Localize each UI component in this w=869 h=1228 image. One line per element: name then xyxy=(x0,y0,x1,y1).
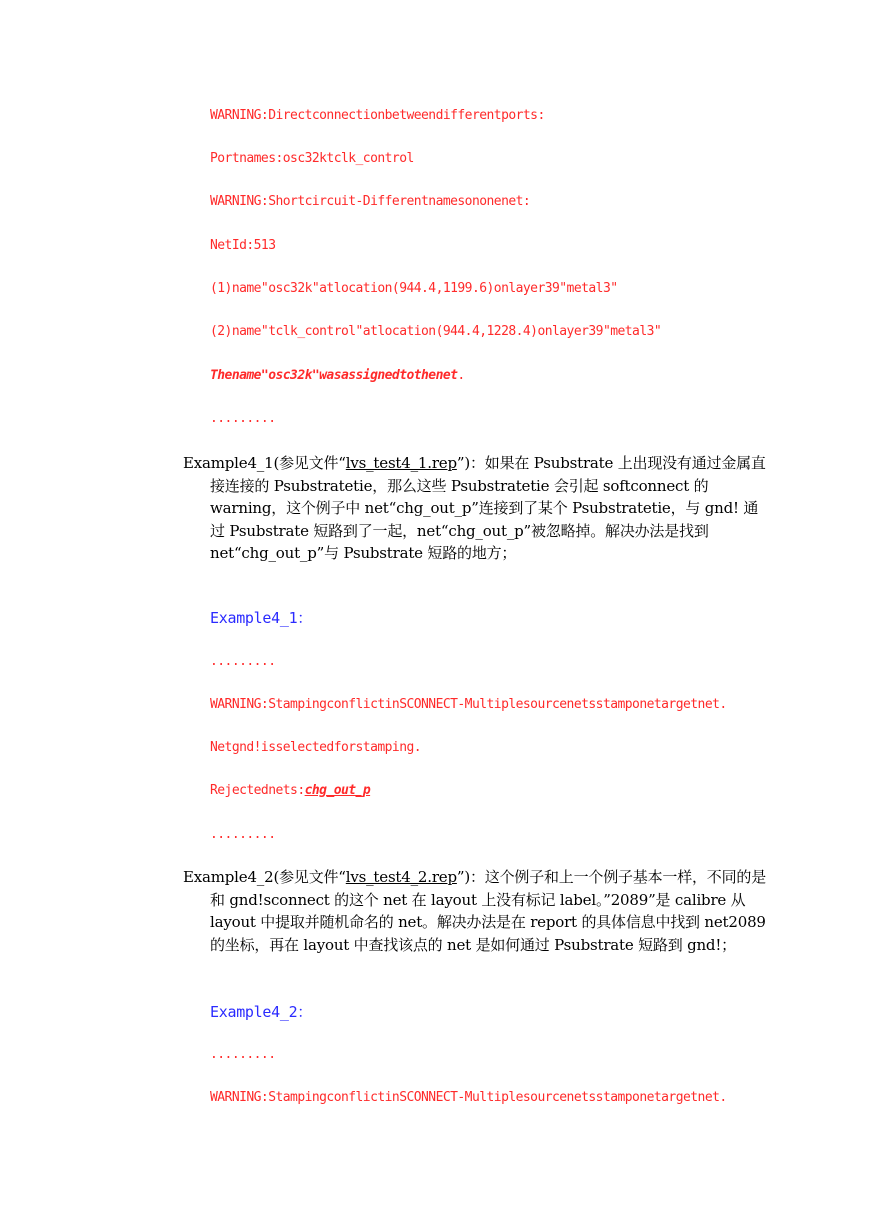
example4-1-ellipsis-top: ......... xyxy=(210,654,276,669)
example4-2-label: Example4_2： xyxy=(210,1003,313,1021)
example4-2-warning-stamping: WARNING:StampingconflictinSCONNECT-Multiplesourcenetsstamponetargetnet. xyxy=(210,1090,727,1105)
example4-1-file-link[interactable]: lvs_test4_1.rep xyxy=(345,454,457,472)
example4-2-body: ”)：这个例子和上一个例子基本一样，不同的是和 gnd!sconnect 的这个 net 在 layout 上没有标记 label。”2089”是 calibre 从 layout 中提取并随机命名的 net。解决办法是在 report 的具体信息中找到 net2089 的坐标，再在 layout 中查找该点的 net 是如何通过 Psubstrate 短路到 gnd!； xyxy=(210,868,766,954)
log-ellipsis: ......... xyxy=(210,411,276,426)
example4-2-paragraph xyxy=(183,866,770,956)
log-warning-short-circuit: WARNING:Shortcircuit-Differentnamesononenet: xyxy=(210,194,531,209)
example4-1-rejected-label: Rejectednets: xyxy=(210,783,305,798)
log-warning-direct-connection: WARNING:Directconnectionbetweendifferentports: xyxy=(210,108,545,123)
log-assigned-period: . xyxy=(457,368,465,383)
log-assigned-text: Thename"osc32k"wasassignedtothenet xyxy=(210,368,458,383)
example4-1-label: Example4_1： xyxy=(210,609,313,627)
log-name-tclk-control: (2)name"tclk_control"atlocation(944.4,1228.4)onlayer39"metal3" xyxy=(210,324,662,339)
example4-1-rejected-net: chg_out_p xyxy=(304,783,371,798)
example4-2-file-link[interactable]: lvs_test4_2.rep xyxy=(345,868,457,886)
example4-1-paragraph xyxy=(183,452,770,565)
example4-1-prefix: Example4_1(参见文件“ xyxy=(183,454,346,472)
example4-1-netgnd: Netgnd!isselectedforstamping. xyxy=(210,740,422,755)
log-name-osc32k: (1)name"osc32k"atlocation(944.4,1199.6)onlayer39"metal3" xyxy=(210,281,618,296)
example4-1-ellipsis-bottom: ......... xyxy=(210,827,276,842)
example4-1-rejected-line xyxy=(210,782,370,800)
log-portnames: Portnames:osc32ktclk_control xyxy=(210,151,414,166)
example4-1-warning-stamping: WARNING:StampingconflictinSCONNECT-Multiplesourcenetsstamponetargetnet. xyxy=(210,697,727,712)
log-netid: NetId:513 xyxy=(210,238,276,253)
example4-1-body: ”)：如果在 Psubstrate 上出现没有通过金属直接连接的 Psubstratetie，那么这些 Psubstratetie 会引起 softconnect 的 warning，这个例子中 net“chg_out_p”连接到了某个 Psubstratetie，与 gnd! 通过 Psubstrate 短路到了一起，net“chg_out_p”被忽略掉。解决办法是找到 net“chg_out_p”与 Psubstrate 短路的地方； xyxy=(210,454,766,563)
log-assigned-line xyxy=(210,367,465,385)
example4-2-ellipsis: ......... xyxy=(210,1047,276,1062)
example4-2-prefix: Example4_2(参见文件“ xyxy=(183,868,346,886)
